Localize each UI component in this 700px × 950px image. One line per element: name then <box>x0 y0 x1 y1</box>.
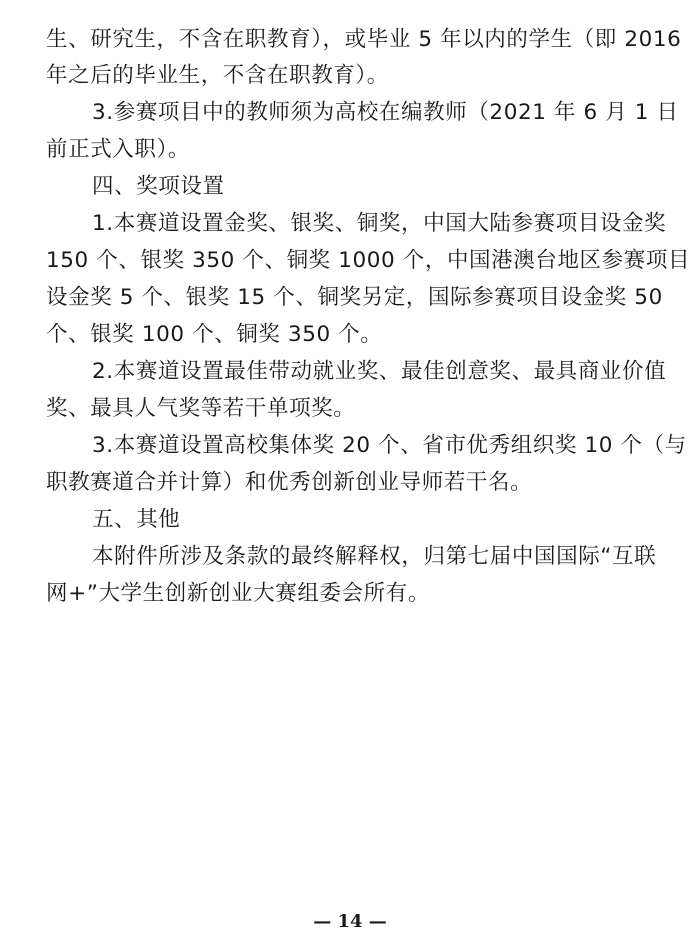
text-line-16: 网+”大学生创新创业大赛组委会所有。 <box>46 581 430 606</box>
text-line-9: 个、银奖 100 个、铜奖 350 个。 <box>46 322 383 347</box>
text-line-2: 年之后的毕业生，不含在职教育）。 <box>46 63 389 88</box>
page-number: — 14 — <box>313 911 387 932</box>
text-line-7: 150 个、银奖 350 个、铜奖 1000 个，中国港澳台地区参赛项目 <box>46 248 691 273</box>
text-line-13: 职教赛道合并计算）和优秀创新创业导师若干名。 <box>46 470 533 495</box>
text-line-10: 2.本赛道设置最佳带动就业奖、最佳创意奖、最具商业价值 <box>92 359 667 384</box>
text-line-11: 奖、最具人气奖等若干单项奖。 <box>46 396 356 421</box>
section-heading-other: 五、其他 <box>92 507 181 532</box>
text-line-15: 本附件所涉及条款的最终解释权，归第七届中国国际“互联 <box>92 544 657 569</box>
section-heading-awards: 四、奖项设置 <box>92 174 225 199</box>
text-line-12: 3.本赛道设置高校集体奖 20 个、省市优秀组织奖 10 个（与 <box>92 433 687 458</box>
text-line-6: 1.本赛道设置金奖、银奖、铜奖，中国大陆参赛项目设金奖 <box>92 211 667 236</box>
text-line-1: 生、研究生，不含在职教育），或毕业 5 年以内的学生（即 2016 <box>46 27 682 52</box>
text-line-4: 前正式入职）。 <box>46 137 190 162</box>
text-line-3: 3.参赛项目中的教师须为高校在编教师（2021 年 6 月 1 日 <box>92 100 679 125</box>
text-line-8: 设金奖 5 个、银奖 15 个、铜奖另定，国际参赛项目设金奖 50 <box>46 285 663 310</box>
